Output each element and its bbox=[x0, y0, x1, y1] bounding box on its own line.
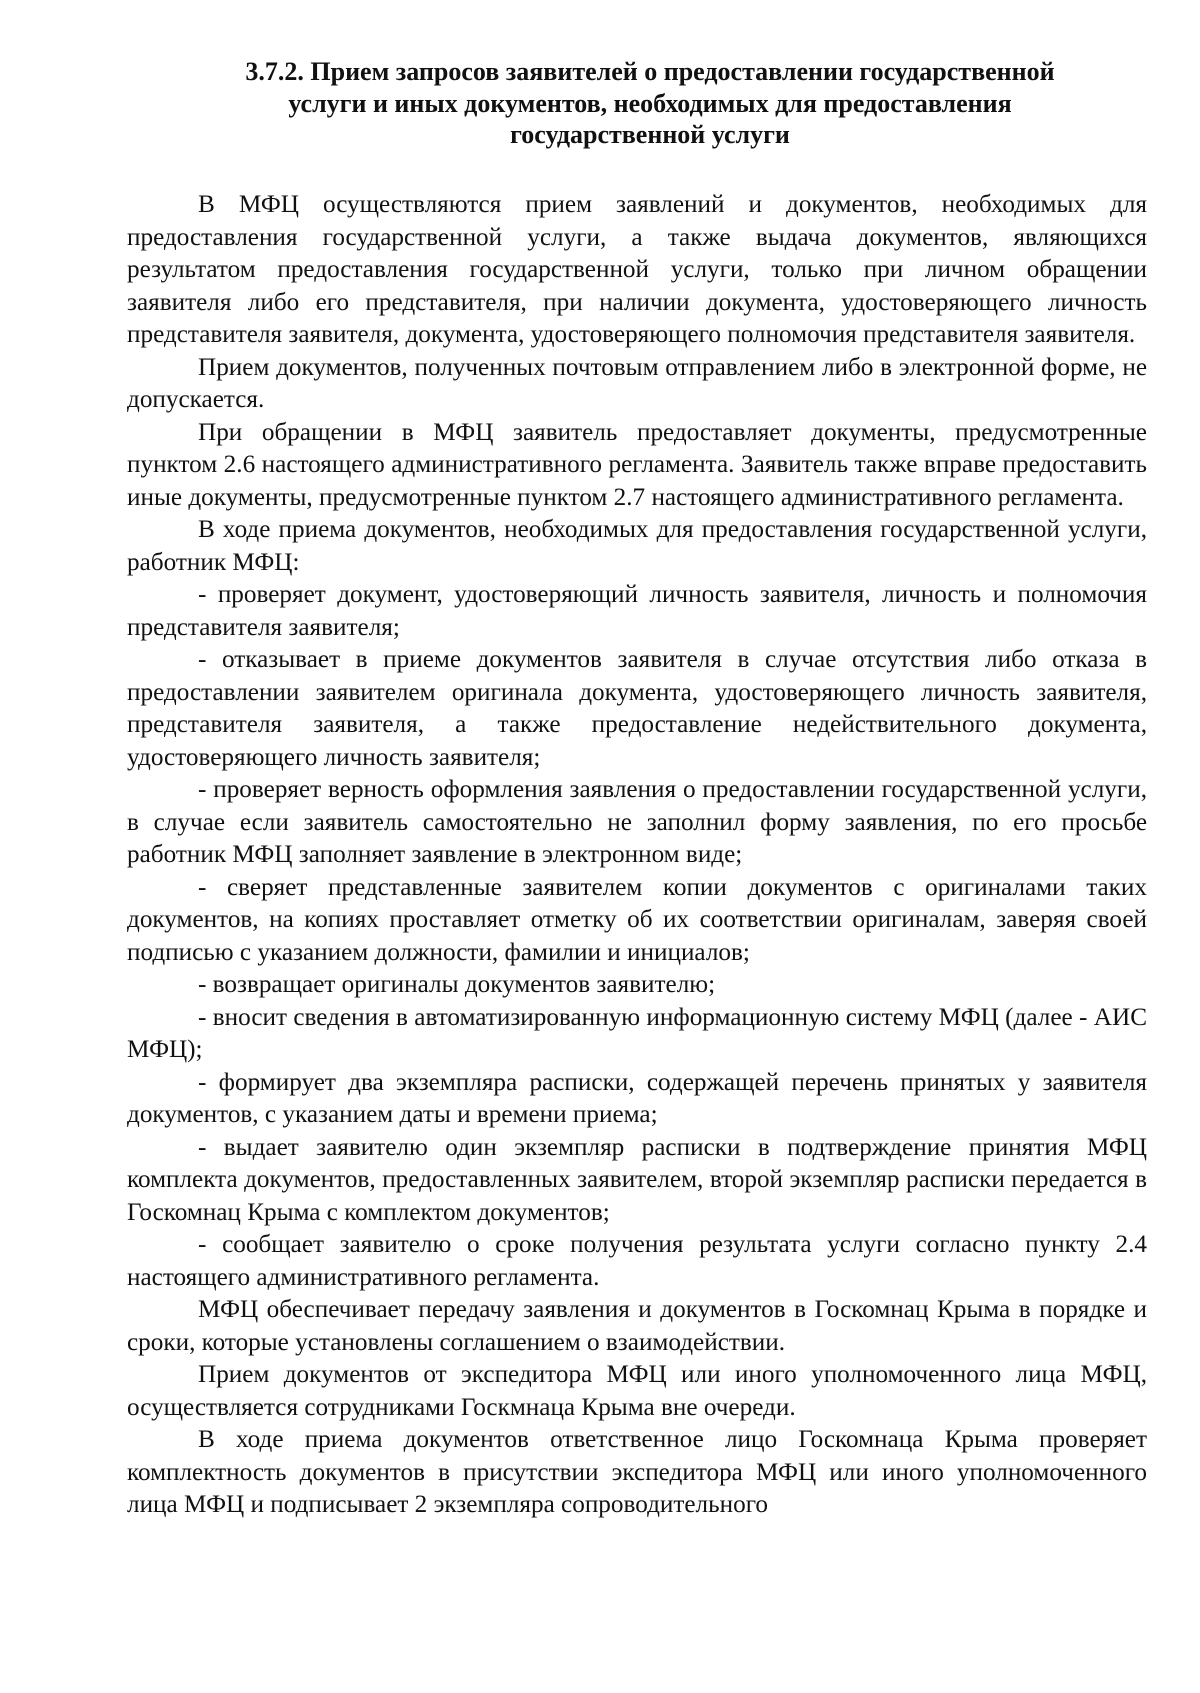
list-item-refuse: - отказывает в приеме документов заявителя в случае отсутствия либо отказа в предоставлении заявителем оригинала документа, удостоверяющего личность заявителя, представителя заявителя, а также предоставление недействительного документа, удостоверяющего личность заявителя; bbox=[127, 646, 1147, 771]
heading-line-2: услуги и иных документов, необходимых для предоставления bbox=[288, 88, 1012, 118]
list-item-form-receipts: - формирует два экземпляра расписки, содержащей перечень принятых у заявителя документов, с указанием даты и времени приема; bbox=[127, 1068, 1147, 1128]
list-item-return-originals: - возвращает оригиналы документов заявителю; bbox=[198, 971, 716, 998]
list-item-inform-term: - сообщает заявителю о сроке получения результата услуги согласно пункту 2.4 настоящего административного регламента. bbox=[127, 1231, 1147, 1291]
paragraph-documents: При обращении в МФЦ заявитель предоставляет документы, предусмотренные пунктом 2.6 настоящего административного регламента. Заявитель также вправе предоставить иные документы, предусмотренные пунктом 2.7 настоящего административного регламента. bbox=[127, 418, 1147, 511]
heading-line-3: государственной услуги bbox=[510, 120, 790, 149]
paragraph-transfer: МФЦ обеспечивает передачу заявления и документов в Госкомнац Крыма в порядке и сроки, которые установлены соглашением о взаимодействии. bbox=[127, 1296, 1147, 1356]
paragraph-no-postal: Прием документов, полученных почтовым отправлением либо в электронной форме, не допускается. bbox=[127, 353, 1147, 413]
paragraph-courier-reception: Прием документов от экспедитора МФЦ или иного уполномоченного лица МФЦ, осуществляется сотрудниками Госкмнаца Крыма вне очереди. bbox=[127, 1361, 1147, 1421]
document-body bbox=[127, 189, 1147, 1522]
section-heading bbox=[150, 56, 1150, 151]
paragraph-mfc-reception: В МФЦ осуществляются прием заявлений и документов, необходимых для предоставления государственной услуги, а также выдача документов, являющихся результатом предоставления государственной услуги, только при личном обращении заявителя либо его представителя, при наличии документа, удостоверяющего личность представителя заявителя, документа, удостоверяющего полномочия представителя заявителя. bbox=[127, 191, 1147, 348]
list-item-enter-ais: - вносит сведения в автоматизированную информационную систему МФЦ (далее - АИС МФЦ); bbox=[127, 1003, 1147, 1063]
list-item-check-form: - проверяет верность оформления заявления о предоставлении государственной услуги, в случае если заявитель самостоятельно не заполнил форму заявления, по его просьбе работник МФЦ заполняет заявление в электронном виде; bbox=[127, 776, 1147, 868]
paragraph-worker-duties-intro: В ходе приема документов, необходимых для предоставления государственной услуги, работник МФЦ: bbox=[127, 516, 1147, 576]
paragraph-completeness-check: В ходе приема документов ответственное лицо Госкомнаца Крыма проверяет комплектность документов в присутствии экспедитора МФЦ или иного уполномоченного лица МФЦ и подписывает 2 экземпляра сопроводительного bbox=[127, 1426, 1147, 1518]
list-item-issue-receipt: - выдает заявителю один экземпляр расписки в подтверждение принятия МФЦ комплекта документов, предоставленных заявителем, второй экземпляр расписки передается в Госкомнац Крыма с комплектом документов; bbox=[127, 1133, 1147, 1226]
list-item-verify-copies: - сверяет представленные заявителем копии документов с оригиналами таких документов, на копиях проставляет отметку об их соответствии оригиналам, заверяя своей подписью с указанием должности, фамилии и инициалов; bbox=[127, 873, 1147, 966]
list-item-check-identity: - проверяет документ, удостоверяющий личность заявителя, личность и полномочия представителя заявителя; bbox=[127, 581, 1147, 641]
heading-line-1: 3.7.2. Прием запросов заявителей о предоставлении государственной bbox=[245, 57, 1055, 86]
